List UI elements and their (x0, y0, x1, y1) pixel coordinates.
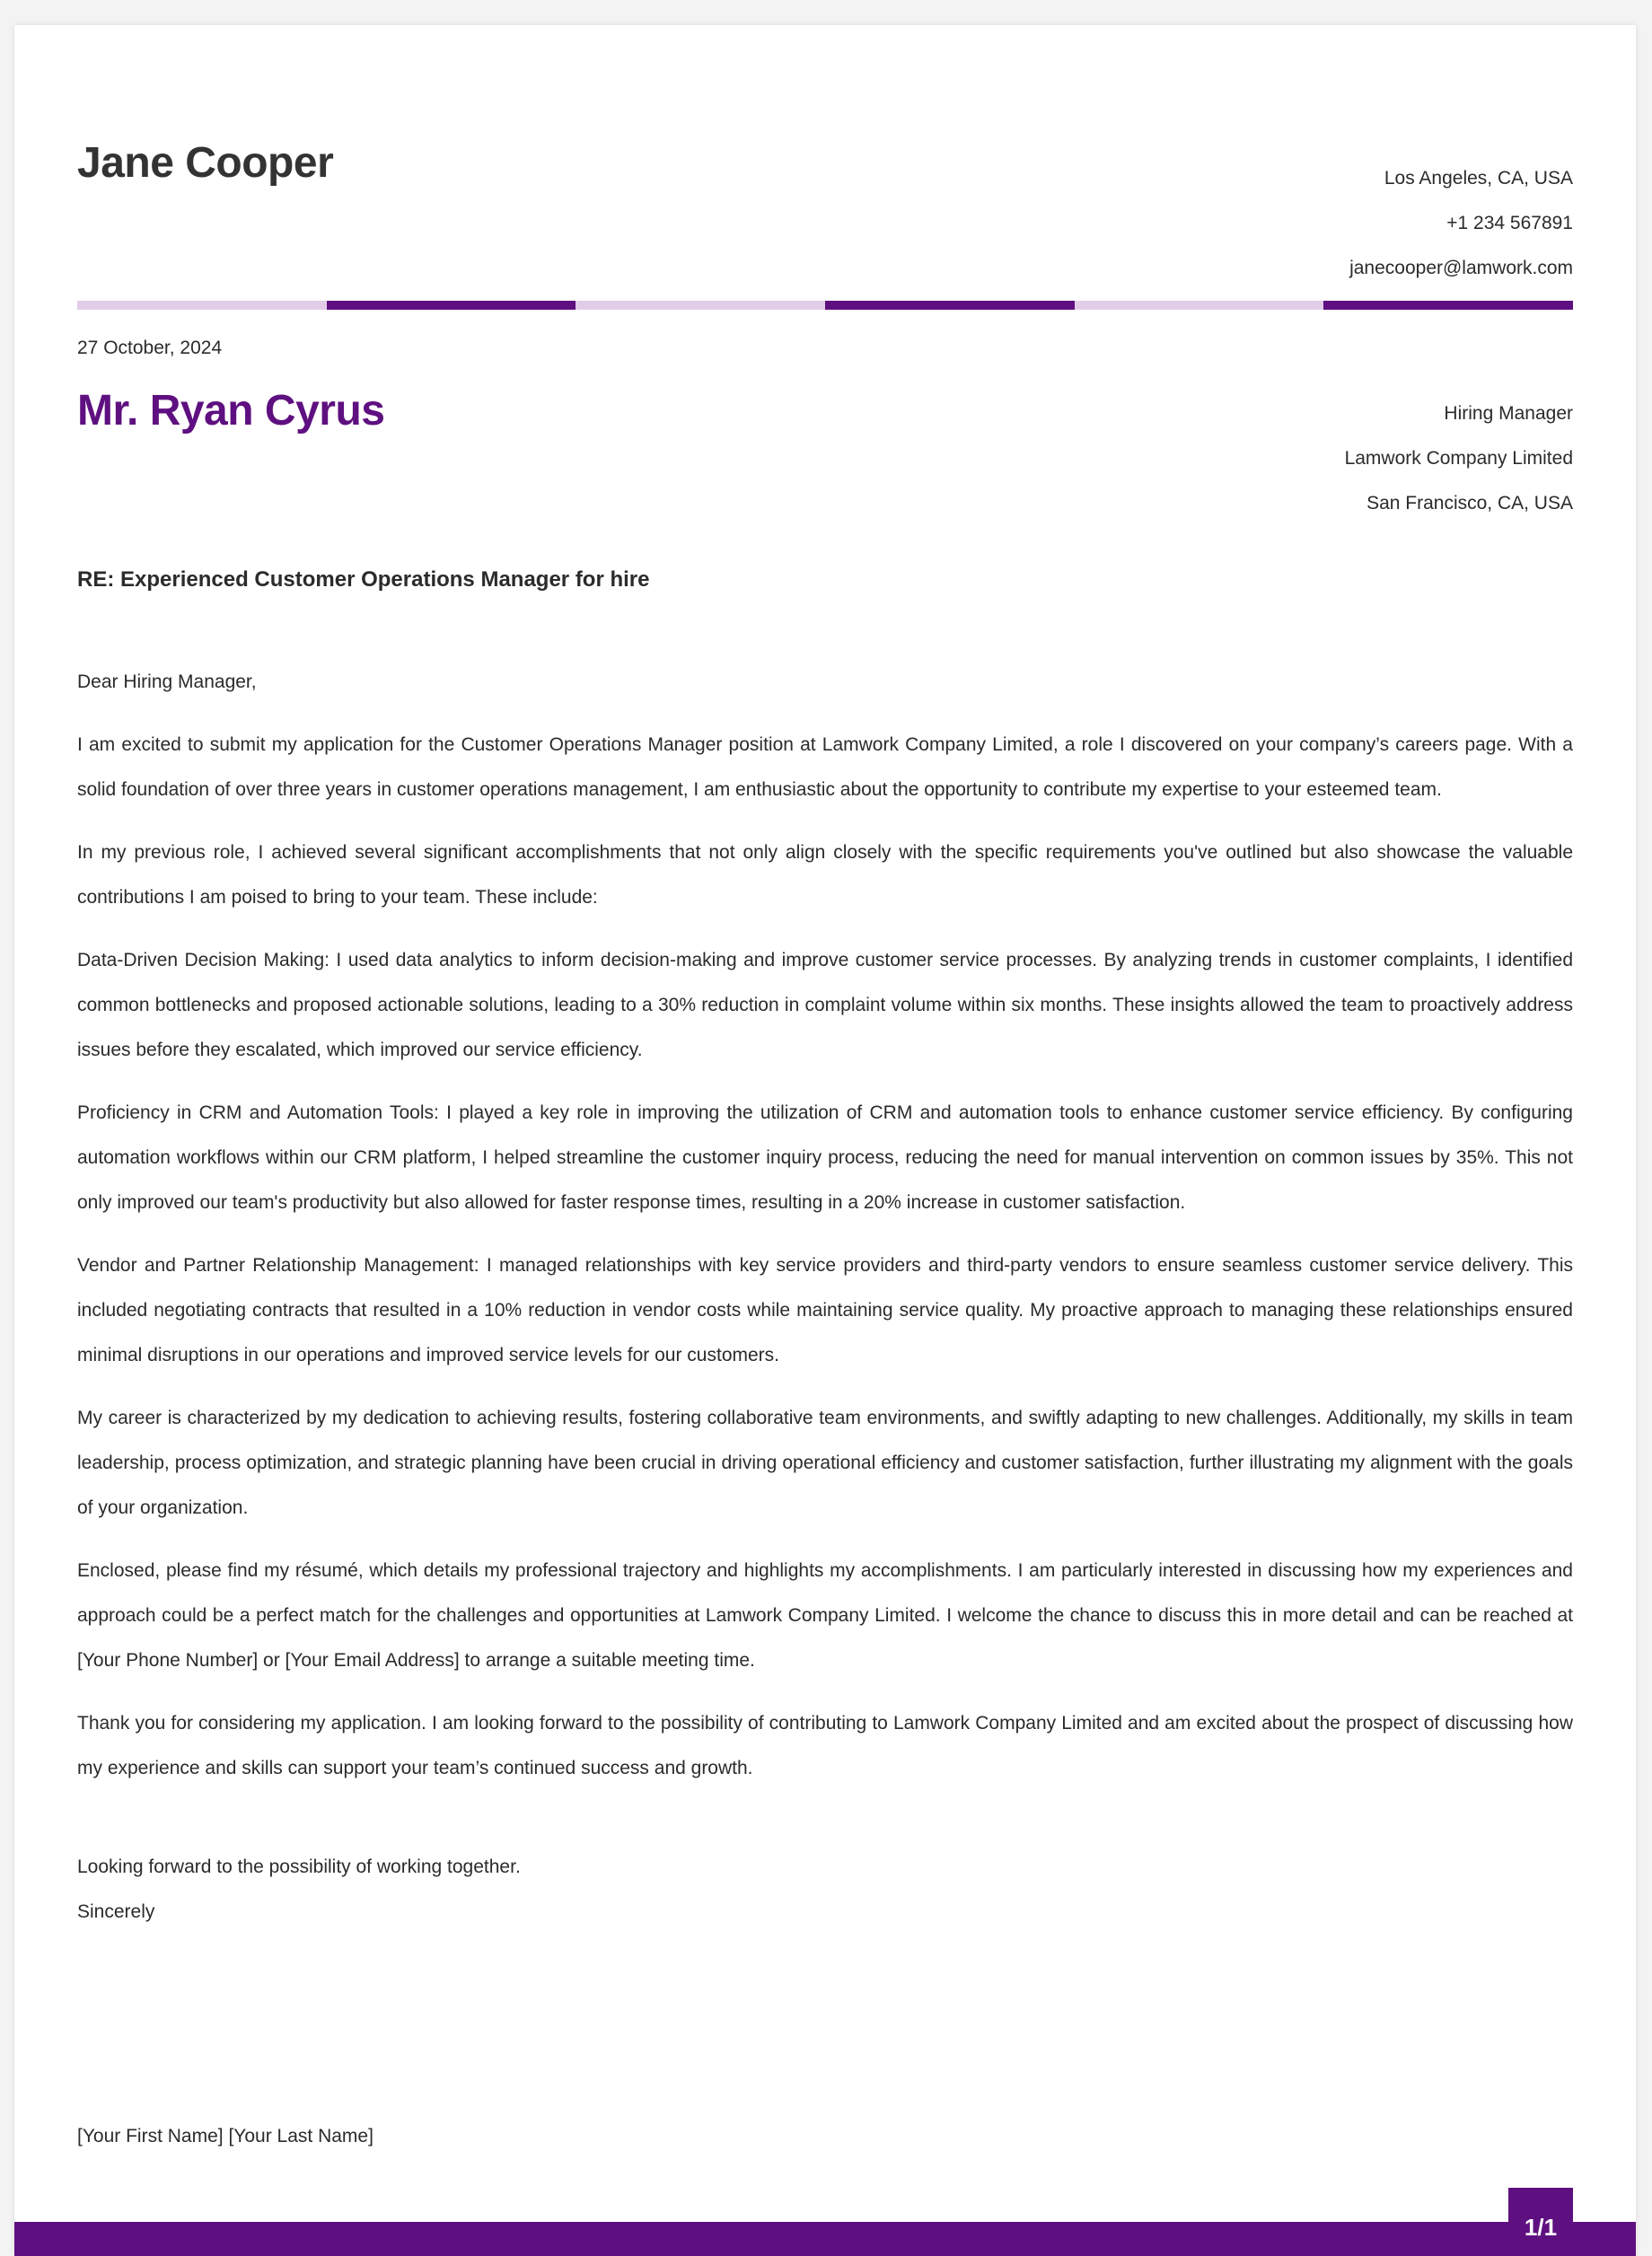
letter-body (77, 660, 1573, 1809)
letter-header (77, 115, 1573, 285)
divider-segment (825, 301, 1075, 310)
divider-segment (576, 301, 825, 310)
header-divider-stripe (77, 301, 1573, 310)
body-paragraph: Proficiency in CRM and Automation Tools: I played a key role in improving the utilization of CRM and automation tools to enhance customer service efficiency. By configuring automation workflows within our CRM platform, I helped streamline the customer inquiry process, reducing the need for manual intervention on common issues by 35%. This not only improved our team's productivity but also allowed for faster response times, resulting in a 20% increase in customer satisfaction. (77, 1102, 1573, 1213)
closing-signoff: Sincerely (77, 1901, 155, 1922)
letter-subject: RE: Experienced Customer Operations Manager for hire (77, 567, 650, 592)
divider-segment (327, 301, 576, 310)
divider-segment (1075, 301, 1324, 310)
body-paragraph: Enclosed, please find my résumé, which details my professional trajectory and highlights my accomplishments. I am particularly interested in discussing how my experiences and approach could be a perfect match for the challenges and opportunities at Lamwork Company Limited. I welcome the chance to discuss this in more detail and can be reached at [Your Phone Number] or [Your Email Address] to arrange a suitable meeting time. (77, 1560, 1573, 1671)
recipient-company: Lamwork Company Limited (1344, 448, 1573, 469)
recipient-name: Mr. Ryan Cyrus (77, 387, 385, 435)
signature: [Your First Name] [Your Last Name] (77, 2126, 373, 2146)
sender-contact (1349, 156, 1573, 291)
closing-line: Looking forward to the possibility of working together. (77, 1857, 521, 1877)
sender-phone: +1 234 567891 (1446, 213, 1573, 233)
recipient-location: San Francisco, CA, USA (1366, 493, 1573, 514)
recipient-title: Hiring Manager (1444, 403, 1573, 424)
body-paragraph: My career is characterized by my dedication to achieving results, fostering collaborative team environments, and swiftly adapting to new challenges. Additionally, my skills in team leadership, process optimization, and strategic planning have been crucial in driving operational efficiency and customer satisfaction, further illustrating my alignment with the goals of your organization. (77, 1408, 1573, 1518)
footer-bar (14, 2222, 1636, 2256)
divider-segment (1323, 301, 1573, 310)
sender-location: Los Angeles, CA, USA (1384, 168, 1573, 189)
body-paragraph: I am excited to submit my application for the Customer Operations Manager position at Lamwork Company Limited, a role I discovered on your company’s careers page. With a solid foundation of over three years in customer operations management, I am enthusiastic about the opportunity to contribute my expertise to your esteemed team. (77, 734, 1573, 800)
letter-page (14, 25, 1636, 2256)
body-paragraph: Vendor and Partner Relationship Management: I managed relationships with key service providers and third-party vendors to ensure seamless customer service delivery. This included negotiating contracts that resulted in a 10% reduction in vendor costs while maintaining service quality. My proactive approach to managing these relationships ensured minimal disruptions in our operations and improved service levels for our customers. (77, 1255, 1573, 1365)
body-paragraph: In my previous role, I achieved several significant accomplishments that not only align closely with the specific requirements you've outlined but also showcase the valuable contributions I am poised to bring to your team. These include: (77, 842, 1573, 908)
letter-closing (77, 1845, 521, 1935)
page-indicator: 1/1 (1508, 2188, 1573, 2256)
greeting: Dear Hiring Manager, (77, 672, 257, 692)
recipient-info (1345, 391, 1573, 526)
body-paragraph: Thank you for considering my application. I am looking forward to the possibility of contributing to Lamwork Company Limited and am excited about the prospect of discussing how my experience and skills can support your team’s continued success and growth. (77, 1713, 1573, 1778)
sender-name: Jane Cooper (77, 139, 334, 187)
divider-segment (77, 301, 327, 310)
letter-date: 27 October, 2024 (77, 338, 223, 358)
sender-email: janecooper@lamwork.com (1349, 258, 1573, 278)
body-paragraph: Data-Driven Decision Making: I used data analytics to inform decision-making and improve customer service processes. By analyzing trends in customer complaints, I identified common bottlenecks and proposed actionable solutions, leading to a 30% reduction in complaint volume within six months. These insights allowed the team to proactively address issues before they escalated, which improved our service efficiency. (77, 950, 1573, 1060)
